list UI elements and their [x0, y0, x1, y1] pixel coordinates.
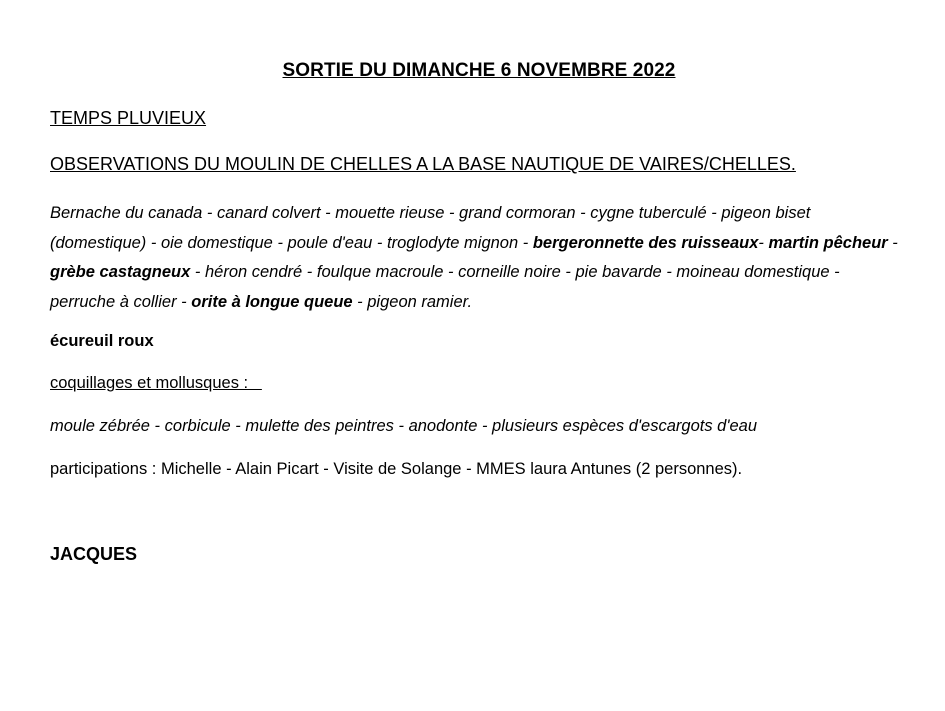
- bird-observations-paragraph: [50, 199, 900, 317]
- bird-list-segment: - pigeon ramier.: [352, 292, 473, 311]
- route-heading: OBSERVATIONS DU MOULIN DE CHELLES A LA BASE NAUTIQUE DE VAIRES/CHELLES.: [50, 154, 796, 174]
- bird-list-highlight: grèbe castagneux: [50, 263, 191, 281]
- bird-list-segment: -: [758, 233, 769, 252]
- bird-list-highlight: bergeronnette des ruisseaux: [532, 233, 759, 252]
- document-title: SORTIE DU DIMANCHE 6 NOVEMBRE 2022: [282, 60, 676, 81]
- weather-line: TEMPS PLUVIEUX: [50, 108, 207, 128]
- shells-heading: coquillages et mollusques :: [50, 374, 262, 392]
- mammal-observation: écureuil roux: [50, 332, 154, 350]
- shells-list: moule zébrée - corbicule - mulette des peintres - anodonte - plusieurs espèces d'escargots d'eau: [50, 417, 758, 435]
- bird-list-highlight: orite à longue queue: [191, 292, 353, 311]
- bird-list-highlight: martin pêcheur: [768, 233, 888, 252]
- bird-list-segment: Bernache du canada - canard colvert - mouette rieuse - grand cormoran - cygne tuberculé - pigeon biset (domestique) - oie domestique - poule d'eau - troglodyte mignon -: [50, 204, 811, 252]
- participants-line: participations : Michelle - Alain Picart - Visite de Solange - MMES laura Antunes (2 personnes).: [50, 460, 743, 478]
- bird-list-segment: -: [887, 233, 898, 252]
- signature: JACQUES: [50, 544, 138, 564]
- bird-list-segment: - héron cendré - foulque macroule - corneille noire - pie bavarde - moineau domestique - perruche à collier -: [50, 263, 840, 311]
